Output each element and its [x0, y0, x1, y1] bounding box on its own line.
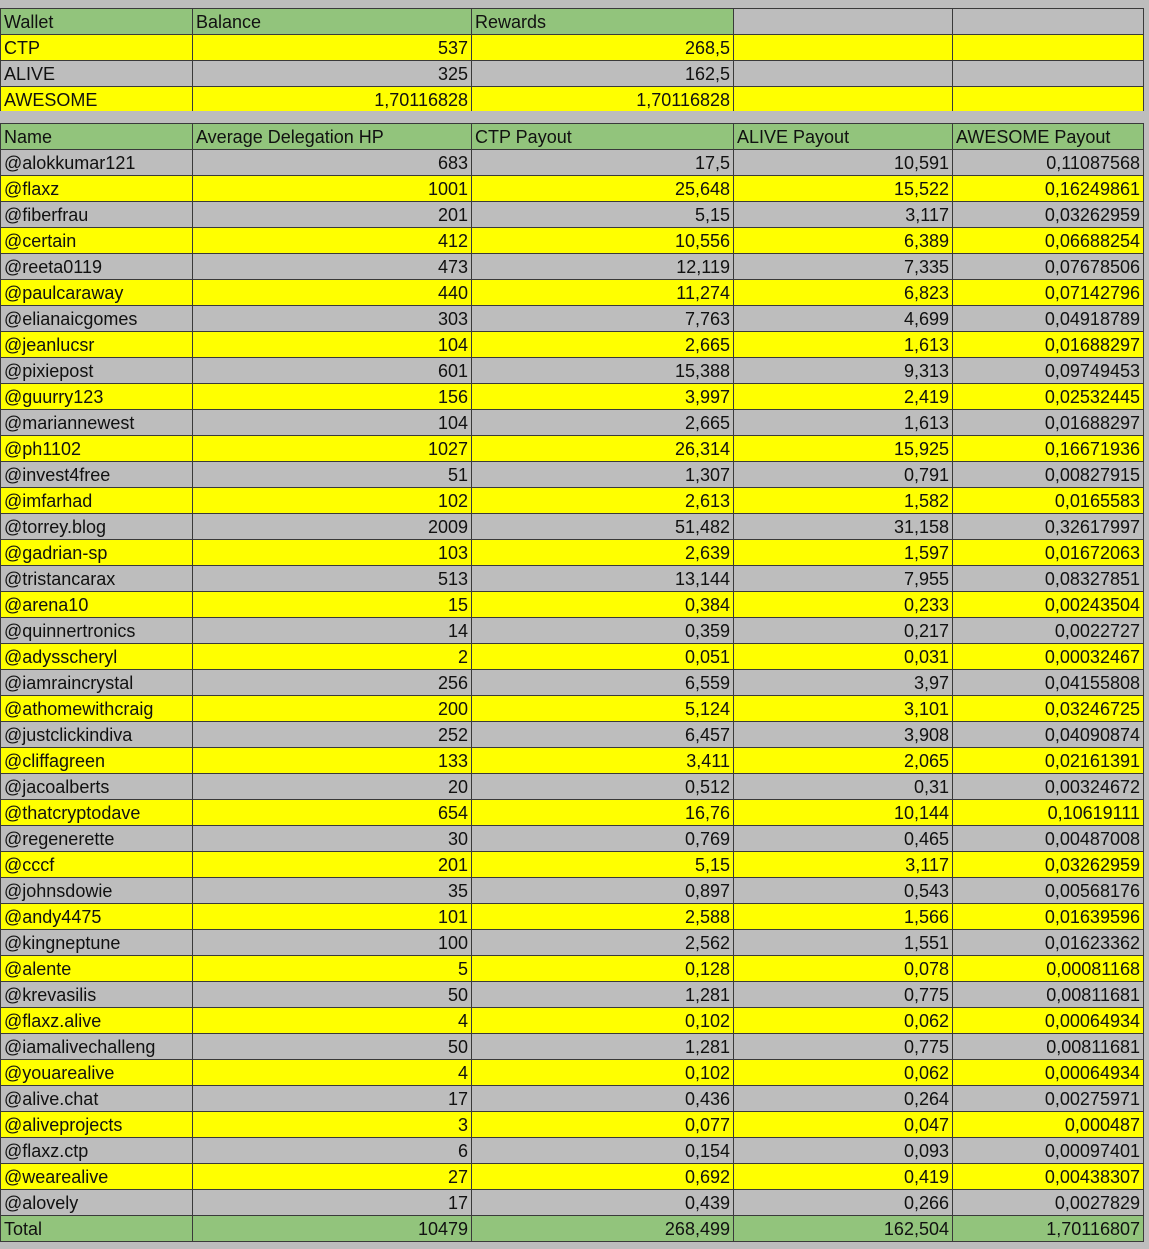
hp-cell[interactable]: 14 — [193, 618, 472, 644]
name-cell[interactable]: @paulcaraway — [1, 280, 193, 306]
ctp-payout-cell[interactable]: 0,102 — [472, 1008, 734, 1034]
hp-cell[interactable]: 1001 — [193, 176, 472, 202]
ctp-payout-cell[interactable]: 10,556 — [472, 228, 734, 254]
empty-cell[interactable] — [953, 61, 1144, 87]
name-cell[interactable]: @justclickindiva — [1, 722, 193, 748]
awesome-payout-cell[interactable]: 0,00811681 — [953, 1034, 1144, 1060]
alive-payout-cell[interactable]: 0,062 — [734, 1008, 953, 1034]
hp-cell[interactable]: 683 — [193, 150, 472, 176]
hp-cell[interactable]: 256 — [193, 670, 472, 696]
ctp-payout-cell[interactable]: 0,102 — [472, 1060, 734, 1086]
hp-cell[interactable]: 513 — [193, 566, 472, 592]
ctp-payout-cell[interactable]: 0,359 — [472, 618, 734, 644]
ctp-payout-cell[interactable]: 5,15 — [472, 852, 734, 878]
ctp-payout-cell[interactable]: 26,314 — [472, 436, 734, 462]
hp-cell[interactable]: 1027 — [193, 436, 472, 462]
hp-cell[interactable]: 102 — [193, 488, 472, 514]
balance-cell[interactable]: 537 — [193, 35, 472, 61]
name-cell[interactable]: @certain — [1, 228, 193, 254]
awesome-payout-cell[interactable]: 0,03262959 — [953, 852, 1144, 878]
ctp-payout-cell[interactable]: 2,613 — [472, 488, 734, 514]
name-cell[interactable]: @cliffagreen — [1, 748, 193, 774]
ctp-payout-cell[interactable]: 2,665 — [472, 332, 734, 358]
empty-cell[interactable] — [953, 9, 1144, 35]
empty-cell[interactable] — [734, 9, 953, 35]
name-cell[interactable]: @mariannewest — [1, 410, 193, 436]
awesome-payout-cell[interactable]: 0,32617997 — [953, 514, 1144, 540]
awesome-payout-cell[interactable]: 0,04155808 — [953, 670, 1144, 696]
ctp-payout-cell[interactable]: 0,154 — [472, 1138, 734, 1164]
wallet-row — [1, 35, 1144, 61]
hp-cell[interactable]: 104 — [193, 410, 472, 436]
table-row — [1, 982, 1144, 1008]
header-cell-balance[interactable]: Balance — [193, 9, 472, 35]
name-cell[interactable]: @regenerette — [1, 826, 193, 852]
name-cell[interactable]: @alive.chat — [1, 1086, 193, 1112]
name-cell[interactable]: @alovely — [1, 1190, 193, 1216]
table-row — [1, 670, 1144, 696]
name-cell[interactable]: @athomewithcraig — [1, 696, 193, 722]
table-row — [1, 774, 1144, 800]
hp-cell[interactable]: 2 — [193, 644, 472, 670]
awesome-payout-cell[interactable]: 0,10619111 — [953, 800, 1144, 826]
payout-table — [0, 123, 1144, 1242]
name-cell[interactable]: @pixiepost — [1, 358, 193, 384]
alive-payout-cell[interactable]: 10,591 — [734, 150, 953, 176]
awesome-payout-cell[interactable]: 0,03246725 — [953, 696, 1144, 722]
alive-payout-cell[interactable]: 0,217 — [734, 618, 953, 644]
awesome-payout-cell[interactable]: 0,07678506 — [953, 254, 1144, 280]
table-row — [1, 1164, 1144, 1190]
awesome-payout-cell[interactable]: 0,00811681 — [953, 982, 1144, 1008]
rewards-cell[interactable]: 268,5 — [472, 35, 734, 61]
total-ctp-cell[interactable]: 268,499 — [472, 1216, 734, 1242]
hp-cell[interactable]: 133 — [193, 748, 472, 774]
name-cell[interactable]: @gadrian-sp — [1, 540, 193, 566]
awesome-payout-cell[interactable]: 0,02161391 — [953, 748, 1144, 774]
alive-payout-cell[interactable]: 3,117 — [734, 202, 953, 228]
balance-cell[interactable]: 325 — [193, 61, 472, 87]
name-cell[interactable]: @torrey.blog — [1, 514, 193, 540]
table-row — [1, 228, 1144, 254]
total-label-cell[interactable]: Total — [1, 1216, 193, 1242]
name-cell[interactable]: @reeta0119 — [1, 254, 193, 280]
name-cell[interactable]: @quinnertronics — [1, 618, 193, 644]
alive-payout-cell[interactable]: 9,313 — [734, 358, 953, 384]
ctp-payout-cell[interactable]: 51,482 — [472, 514, 734, 540]
awesome-payout-cell[interactable]: 0,09749453 — [953, 358, 1144, 384]
table-row — [1, 488, 1144, 514]
awesome-payout-cell[interactable]: 0,06688254 — [953, 228, 1144, 254]
hp-cell[interactable]: 201 — [193, 852, 472, 878]
alive-payout-cell[interactable]: 7,335 — [734, 254, 953, 280]
hp-cell[interactable]: 156 — [193, 384, 472, 410]
alive-payout-cell[interactable]: 0,775 — [734, 1034, 953, 1060]
name-cell[interactable]: @johnsdowie — [1, 878, 193, 904]
name-cell[interactable]: @jeanlucsr — [1, 332, 193, 358]
header-cell-name[interactable]: Name — [1, 124, 193, 150]
name-cell[interactable]: @fiberfrau — [1, 202, 193, 228]
table-row — [1, 436, 1144, 462]
ctp-payout-cell[interactable]: 2,665 — [472, 410, 734, 436]
empty-cell[interactable] — [953, 87, 1144, 113]
ctp-payout-cell[interactable]: 1,307 — [472, 462, 734, 488]
hp-cell[interactable]: 201 — [193, 202, 472, 228]
ctp-payout-cell[interactable]: 12,119 — [472, 254, 734, 280]
alive-payout-cell[interactable]: 0,047 — [734, 1112, 953, 1138]
name-cell[interactable]: @alokkumar121 — [1, 150, 193, 176]
hp-cell[interactable]: 654 — [193, 800, 472, 826]
awesome-payout-cell[interactable]: 0,00827915 — [953, 462, 1144, 488]
name-cell[interactable]: @flaxz.ctp — [1, 1138, 193, 1164]
table-row — [1, 852, 1144, 878]
awesome-payout-cell[interactable]: 0,00275971 — [953, 1086, 1144, 1112]
ctp-payout-cell[interactable]: 16,76 — [472, 800, 734, 826]
hp-cell[interactable]: 3 — [193, 1112, 472, 1138]
total-awesome-cell[interactable]: 1,70116807 — [953, 1216, 1144, 1242]
awesome-payout-cell[interactable]: 0,16249861 — [953, 176, 1144, 202]
table-row — [1, 410, 1144, 436]
name-cell[interactable]: @iamraincrystal — [1, 670, 193, 696]
table-row — [1, 540, 1144, 566]
alive-payout-cell[interactable]: 3,117 — [734, 852, 953, 878]
alive-payout-cell[interactable]: 1,613 — [734, 332, 953, 358]
awesome-payout-cell[interactable]: 0,01672063 — [953, 540, 1144, 566]
sheet-gap — [0, 111, 1149, 123]
empty-cell[interactable] — [953, 35, 1144, 61]
alive-payout-cell[interactable]: 0,062 — [734, 1060, 953, 1086]
ctp-payout-cell[interactable]: 0,128 — [472, 956, 734, 982]
ctp-payout-cell[interactable]: 1,281 — [472, 1034, 734, 1060]
name-cell[interactable]: @andy4475 — [1, 904, 193, 930]
alive-payout-cell[interactable]: 0,078 — [734, 956, 953, 982]
empty-cell[interactable] — [734, 61, 953, 87]
alive-payout-cell[interactable]: 4,699 — [734, 306, 953, 332]
header-cell-wallet[interactable]: Wallet — [1, 9, 193, 35]
awesome-payout-cell[interactable]: 0,04918789 — [953, 306, 1144, 332]
table-row — [1, 358, 1144, 384]
name-cell[interactable]: @cccf — [1, 852, 193, 878]
awesome-payout-cell[interactable]: 0,11087568 — [953, 150, 1144, 176]
awesome-payout-cell[interactable]: 0,02532445 — [953, 384, 1144, 410]
ctp-payout-cell[interactable]: 0,897 — [472, 878, 734, 904]
header-cell-rewards[interactable]: Rewards — [472, 9, 734, 35]
ctp-payout-cell[interactable]: 0,692 — [472, 1164, 734, 1190]
ctp-payout-cell[interactable]: 2,639 — [472, 540, 734, 566]
name-cell[interactable]: @flaxz.alive — [1, 1008, 193, 1034]
ctp-payout-cell[interactable]: 1,281 — [472, 982, 734, 1008]
table-row — [1, 176, 1144, 202]
ctp-payout-cell[interactable]: 0,077 — [472, 1112, 734, 1138]
total-alive-cell[interactable]: 162,504 — [734, 1216, 953, 1242]
table-row — [1, 1060, 1144, 1086]
name-cell[interactable]: @invest4free — [1, 462, 193, 488]
name-cell[interactable]: @kingneptune — [1, 930, 193, 956]
ctp-payout-cell[interactable]: 15,388 — [472, 358, 734, 384]
table-row — [1, 1190, 1144, 1216]
alive-payout-cell[interactable]: 0,791 — [734, 462, 953, 488]
ctp-payout-cell[interactable]: 11,274 — [472, 280, 734, 306]
alive-payout-cell[interactable]: 1,551 — [734, 930, 953, 956]
hp-cell[interactable]: 50 — [193, 982, 472, 1008]
hp-cell[interactable]: 15 — [193, 592, 472, 618]
table-row — [1, 150, 1144, 176]
ctp-payout-cell[interactable]: 0,051 — [472, 644, 734, 670]
alive-payout-cell[interactable]: 0,266 — [734, 1190, 953, 1216]
name-cell[interactable]: @krevasilis — [1, 982, 193, 1008]
awesome-payout-cell[interactable]: 0,16671936 — [953, 436, 1144, 462]
ctp-payout-cell[interactable]: 2,588 — [472, 904, 734, 930]
awesome-payout-cell[interactable]: 0,07142796 — [953, 280, 1144, 306]
table-row — [1, 332, 1144, 358]
awesome-payout-cell[interactable]: 0,01623362 — [953, 930, 1144, 956]
alive-payout-cell[interactable]: 0,31 — [734, 774, 953, 800]
wallet-name-cell[interactable]: CTP — [1, 35, 193, 61]
name-cell[interactable]: @imfarhad — [1, 488, 193, 514]
table-row — [1, 1086, 1144, 1112]
awesome-payout-cell[interactable]: 0,000487 — [953, 1112, 1144, 1138]
table-row — [1, 696, 1144, 722]
table-row — [1, 254, 1144, 280]
hp-cell[interactable]: 303 — [193, 306, 472, 332]
wallet-row — [1, 61, 1144, 87]
table-row — [1, 644, 1144, 670]
name-cell[interactable]: @tristancarax — [1, 566, 193, 592]
wallet-header-row — [1, 9, 1144, 35]
table-row — [1, 1138, 1144, 1164]
header-cell-ctp[interactable]: CTP Payout — [472, 124, 734, 150]
header-cell-alive[interactable]: ALIVE Payout — [734, 124, 953, 150]
alive-payout-cell[interactable]: 0,093 — [734, 1138, 953, 1164]
awesome-payout-cell[interactable]: 0,0022727 — [953, 618, 1144, 644]
ctp-payout-cell[interactable]: 2,562 — [472, 930, 734, 956]
awesome-payout-cell[interactable]: 0,00487008 — [953, 826, 1144, 852]
rewards-cell[interactable]: 1,70116828 — [472, 87, 734, 113]
name-cell[interactable]: @adysscheryl — [1, 644, 193, 670]
table-row — [1, 748, 1144, 774]
header-cell-awesome[interactable]: AWESOME Payout — [953, 124, 1144, 150]
awesome-payout-cell[interactable]: 0,04090874 — [953, 722, 1144, 748]
awesome-payout-cell[interactable]: 0,00097401 — [953, 1138, 1144, 1164]
alive-payout-cell[interactable]: 2,419 — [734, 384, 953, 410]
hp-cell[interactable]: 101 — [193, 904, 472, 930]
ctp-payout-cell[interactable]: 0,436 — [472, 1086, 734, 1112]
hp-cell[interactable]: 412 — [193, 228, 472, 254]
alive-payout-cell[interactable]: 7,955 — [734, 566, 953, 592]
ctp-payout-cell[interactable]: 0,512 — [472, 774, 734, 800]
hp-cell[interactable]: 252 — [193, 722, 472, 748]
hp-cell[interactable]: 440 — [193, 280, 472, 306]
hp-cell[interactable]: 27 — [193, 1164, 472, 1190]
name-cell[interactable]: @wearealive — [1, 1164, 193, 1190]
empty-cell[interactable] — [734, 35, 953, 61]
hp-cell[interactable]: 50 — [193, 1034, 472, 1060]
alive-payout-cell[interactable]: 3,908 — [734, 722, 953, 748]
name-cell[interactable]: @thatcryptodave — [1, 800, 193, 826]
awesome-payout-cell[interactable]: 0,00324672 — [953, 774, 1144, 800]
header-cell-hp[interactable]: Average Delegation HP — [193, 124, 472, 150]
ctp-payout-cell[interactable]: 0,439 — [472, 1190, 734, 1216]
hp-cell[interactable]: 200 — [193, 696, 472, 722]
alive-payout-cell[interactable]: 0,031 — [734, 644, 953, 670]
table-row — [1, 1034, 1144, 1060]
table-row — [1, 202, 1144, 228]
total-hp-cell[interactable]: 10479 — [193, 1216, 472, 1242]
alive-payout-cell[interactable]: 0,264 — [734, 1086, 953, 1112]
hp-cell[interactable]: 20 — [193, 774, 472, 800]
hp-cell[interactable]: 4 — [193, 1008, 472, 1034]
awesome-payout-cell[interactable]: 0,00064934 — [953, 1060, 1144, 1086]
hp-cell[interactable]: 473 — [193, 254, 472, 280]
ctp-payout-cell[interactable]: 5,124 — [472, 696, 734, 722]
name-cell[interactable]: @iamalivechalleng — [1, 1034, 193, 1060]
ctp-payout-cell[interactable]: 7,763 — [472, 306, 734, 332]
alive-payout-cell[interactable]: 0,419 — [734, 1164, 953, 1190]
ctp-payout-cell[interactable]: 3,411 — [472, 748, 734, 774]
table-row — [1, 930, 1144, 956]
rewards-cell[interactable]: 162,5 — [472, 61, 734, 87]
alive-payout-cell[interactable]: 1,613 — [734, 410, 953, 436]
total-row — [1, 1216, 1144, 1242]
awesome-payout-cell[interactable]: 0,00064934 — [953, 1008, 1144, 1034]
hp-cell[interactable]: 17 — [193, 1086, 472, 1112]
alive-payout-cell[interactable]: 0,775 — [734, 982, 953, 1008]
alive-payout-cell[interactable]: 0,543 — [734, 878, 953, 904]
hp-cell[interactable]: 51 — [193, 462, 472, 488]
table-row — [1, 1008, 1144, 1034]
name-cell[interactable]: @arena10 — [1, 592, 193, 618]
hp-cell[interactable]: 2009 — [193, 514, 472, 540]
table-row — [1, 280, 1144, 306]
alive-payout-cell[interactable]: 1,566 — [734, 904, 953, 930]
name-cell[interactable]: @elianaicgomes — [1, 306, 193, 332]
alive-payout-cell[interactable]: 15,925 — [734, 436, 953, 462]
name-cell[interactable]: @flaxz — [1, 176, 193, 202]
hp-cell[interactable]: 103 — [193, 540, 472, 566]
ctp-payout-cell[interactable]: 0,384 — [472, 592, 734, 618]
alive-payout-cell[interactable]: 6,823 — [734, 280, 953, 306]
payout-header-row — [1, 124, 1144, 150]
alive-payout-cell[interactable]: 3,97 — [734, 670, 953, 696]
ctp-payout-cell[interactable]: 0,769 — [472, 826, 734, 852]
awesome-payout-cell[interactable]: 0,0165583 — [953, 488, 1144, 514]
table-row — [1, 618, 1144, 644]
ctp-payout-cell[interactable]: 25,648 — [472, 176, 734, 202]
table-row — [1, 306, 1144, 332]
hp-cell[interactable]: 4 — [193, 1060, 472, 1086]
alive-payout-cell[interactable]: 2,065 — [734, 748, 953, 774]
table-row — [1, 904, 1144, 930]
hp-cell[interactable]: 601 — [193, 358, 472, 384]
wallet-summary-table — [0, 8, 1144, 113]
hp-cell[interactable]: 6 — [193, 1138, 472, 1164]
empty-cell[interactable] — [734, 87, 953, 113]
alive-payout-cell[interactable]: 0,465 — [734, 826, 953, 852]
ctp-payout-cell[interactable]: 17,5 — [472, 150, 734, 176]
table-row — [1, 592, 1144, 618]
table-row — [1, 462, 1144, 488]
hp-cell[interactable]: 30 — [193, 826, 472, 852]
name-cell[interactable]: @alente — [1, 956, 193, 982]
name-cell[interactable]: @youarealive — [1, 1060, 193, 1086]
table-row — [1, 514, 1144, 540]
alive-payout-cell[interactable]: 10,144 — [734, 800, 953, 826]
name-cell[interactable]: @guurry123 — [1, 384, 193, 410]
alive-payout-cell[interactable]: 0,233 — [734, 592, 953, 618]
alive-payout-cell[interactable]: 15,522 — [734, 176, 953, 202]
awesome-payout-cell[interactable]: 0,01688297 — [953, 410, 1144, 436]
table-row — [1, 384, 1144, 410]
ctp-payout-cell[interactable]: 6,457 — [472, 722, 734, 748]
name-cell[interactable]: @aliveprojects — [1, 1112, 193, 1138]
table-row — [1, 1112, 1144, 1138]
table-row — [1, 956, 1144, 982]
hp-cell[interactable]: 5 — [193, 956, 472, 982]
name-cell[interactable]: @jacoalberts — [1, 774, 193, 800]
ctp-payout-cell[interactable]: 13,144 — [472, 566, 734, 592]
wallet-name-cell[interactable]: AWESOME — [1, 87, 193, 113]
hp-cell[interactable]: 104 — [193, 332, 472, 358]
alive-payout-cell[interactable]: 3,101 — [734, 696, 953, 722]
table-row — [1, 878, 1144, 904]
table-row — [1, 722, 1144, 748]
name-cell[interactable]: @ph1102 — [1, 436, 193, 462]
ctp-payout-cell[interactable]: 6,559 — [472, 670, 734, 696]
alive-payout-cell[interactable]: 6,389 — [734, 228, 953, 254]
wallet-name-cell[interactable]: ALIVE — [1, 61, 193, 87]
awesome-payout-cell[interactable]: 0,00081168 — [953, 956, 1144, 982]
awesome-payout-cell[interactable]: 0,00438307 — [953, 1164, 1144, 1190]
awesome-payout-cell[interactable]: 0,01639596 — [953, 904, 1144, 930]
alive-payout-cell[interactable]: 1,597 — [734, 540, 953, 566]
alive-payout-cell[interactable]: 1,582 — [734, 488, 953, 514]
awesome-payout-cell[interactable]: 0,00243504 — [953, 592, 1144, 618]
awesome-payout-cell[interactable]: 0,00568176 — [953, 878, 1144, 904]
awesome-payout-cell[interactable]: 0,08327851 — [953, 566, 1144, 592]
table-row — [1, 826, 1144, 852]
awesome-payout-cell[interactable]: 0,01688297 — [953, 332, 1144, 358]
hp-cell[interactable]: 35 — [193, 878, 472, 904]
hp-cell[interactable]: 17 — [193, 1190, 472, 1216]
table-row — [1, 566, 1144, 592]
ctp-payout-cell[interactable]: 5,15 — [472, 202, 734, 228]
awesome-payout-cell[interactable]: 0,00032467 — [953, 644, 1144, 670]
hp-cell[interactable]: 100 — [193, 930, 472, 956]
awesome-payout-cell[interactable]: 0,0027829 — [953, 1190, 1144, 1216]
awesome-payout-cell[interactable]: 0,03262959 — [953, 202, 1144, 228]
ctp-payout-cell[interactable]: 3,997 — [472, 384, 734, 410]
wallet-row — [1, 87, 1144, 113]
balance-cell[interactable]: 1,70116828 — [193, 87, 472, 113]
table-row — [1, 800, 1144, 826]
alive-payout-cell[interactable]: 31,158 — [734, 514, 953, 540]
